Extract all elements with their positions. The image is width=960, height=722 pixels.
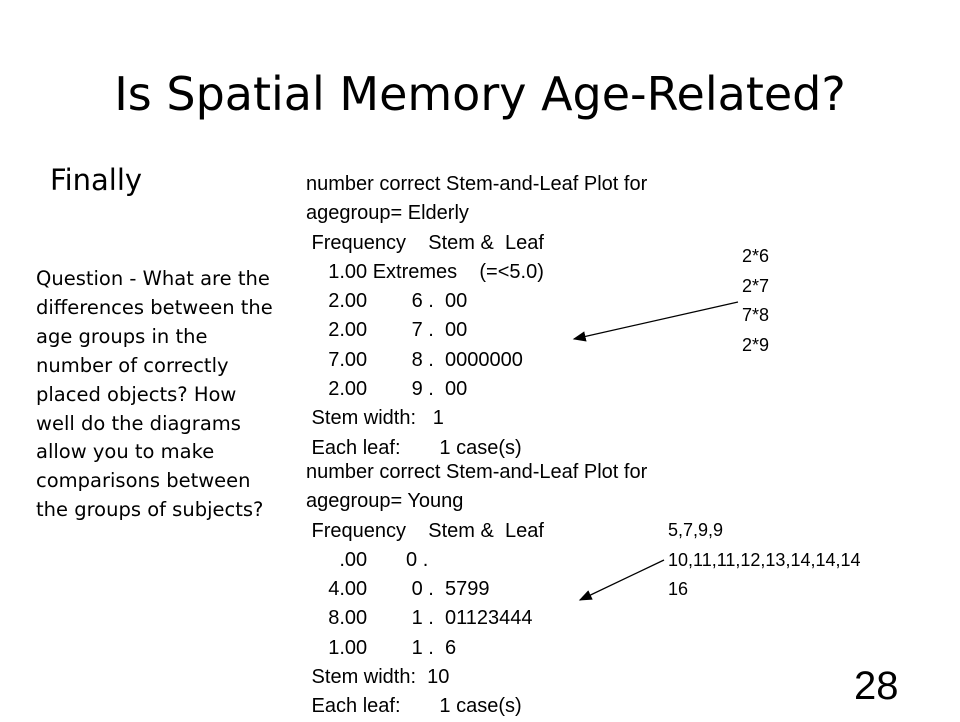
plot-line: number correct Stem-and-Leaf Plot for <box>306 461 648 483</box>
plot-line: 2.00 7 . 00 <box>306 319 468 342</box>
note-line: 2*6 <box>742 246 770 266</box>
plot-line: 2.00 6 . 00 <box>306 290 468 313</box>
plot-line: Frequency Stem & Leaf <box>306 519 544 542</box>
young-arrow <box>580 560 664 600</box>
note-line: 2*9 <box>742 334 770 355</box>
plot-line: Stem width: 10 <box>306 666 450 689</box>
subtitle-finally: Finally <box>50 163 143 197</box>
plot-line: 8.00 1 . 01123444 <box>306 607 533 630</box>
plot-line: 4.00 0 . 5799 <box>306 578 490 601</box>
question-text: Question - What are the differences between the age groups in the number of correctly placed objects? How well do the diagrams allow you to make comparisons between the groups of subjects? <box>36 267 273 522</box>
plot-line: 2.00 9 . 00 <box>306 378 468 401</box>
elderly-arrow <box>574 302 738 339</box>
note-line: 5,7,9,9 <box>668 520 724 540</box>
plot-line: agegroup= Elderly <box>306 202 469 225</box>
note-line: 10,11,11,12,13,14,14,14 <box>668 549 861 570</box>
plot-line: number correct Stem-and-Leaf Plot for <box>306 173 648 195</box>
plot-line: Each leaf: 1 case(s) <box>306 695 522 718</box>
page-number: 28 <box>854 664 899 708</box>
slide-title: Is Spatial Memory Age-Related? <box>114 67 846 121</box>
plot-line: agegroup= Young <box>306 490 464 513</box>
plot-line: 1.00 Extremes (=<5.0) <box>306 260 544 283</box>
note-line: 2*7 <box>742 275 770 296</box>
plot-line: Frequency Stem & Leaf <box>306 231 544 254</box>
note-line: 16 <box>668 579 689 599</box>
plot-line: Stem width: 1 <box>306 407 444 430</box>
plot-line: Each leaf: 1 case(s) <box>306 436 522 459</box>
plot-line: 1.00 1 . 6 <box>306 636 457 659</box>
note-line: 7*8 <box>742 305 770 325</box>
plot-line: 7.00 8 . 0000000 <box>306 348 523 371</box>
plot-line: .00 0 . <box>306 548 429 571</box>
